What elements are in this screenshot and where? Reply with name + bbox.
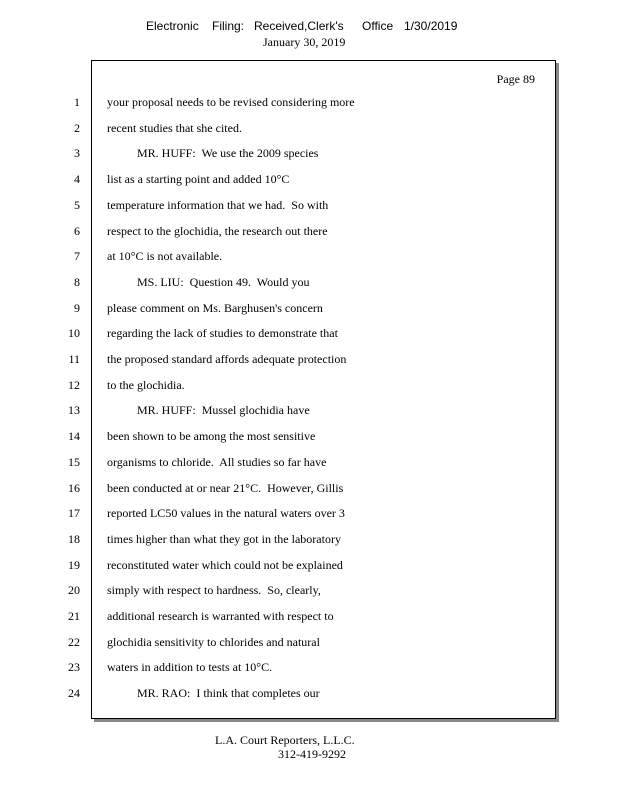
line-number: 4 (74, 172, 80, 187)
line-number: 15 (68, 454, 80, 469)
line-number: 3 (74, 146, 80, 161)
line-number: 23 (68, 660, 80, 675)
transcript-line-text: been shown to be among the most sensitive (107, 429, 316, 444)
line-number: 22 (68, 634, 80, 649)
line-number: 24 (68, 686, 80, 701)
line-number: 9 (74, 300, 80, 315)
line-number: 16 (68, 480, 80, 495)
transcript-line-text: waters in addition to tests at 10°C. (107, 660, 273, 675)
transcript-line-text: recent studies that she cited. (107, 120, 242, 135)
transcript-line-text: at 10°C is not available. (107, 249, 223, 264)
line-number: 2 (74, 120, 80, 135)
stamp-word-office: Office (362, 19, 394, 33)
court-reporter-company: L.A. Court Reporters, L.L.C. (215, 733, 355, 747)
transcript-line-text: regarding the lack of studies to demonstrate that (107, 326, 338, 341)
transcript-line-text: the proposed standard affords adequate protection (107, 352, 347, 366)
stamp-word-date: 1/30/2019 (404, 19, 458, 33)
transcript-line-text: your proposal needs to be revised considering more (107, 95, 355, 109)
line-number: 10 (68, 326, 80, 341)
transcript-line-text: been conducted at or near 21°C. However, Gillis (107, 480, 344, 495)
line-number: 20 (68, 583, 80, 598)
line-number: 5 (74, 197, 80, 212)
transcript-line-text: MR. HUFF: Mussel glochidia have (107, 403, 310, 418)
line-number: 13 (68, 403, 80, 418)
transcript-line-text: respect to the glochidia, the research out there (107, 223, 328, 238)
transcript-line-text: temperature information that we had. So with (107, 197, 329, 212)
stamp-word-electronic: Electronic (146, 19, 199, 33)
line-number: 21 (68, 609, 80, 623)
transcript-line-text: glochidia sensitivity to chlorides and natural (107, 634, 320, 649)
line-number: 11 (68, 352, 80, 366)
line-number: 12 (68, 377, 80, 392)
line-number: 18 (68, 531, 80, 546)
line-number: 7 (74, 249, 80, 264)
transcript-line-text: times higher than what they got in the laboratory (107, 531, 341, 546)
transcript-line-text: list as a starting point and added 10°C (107, 172, 290, 187)
line-number: 14 (68, 429, 80, 444)
court-reporter-phone: 312-419-9292 (278, 747, 346, 761)
line-number: 17 (68, 506, 80, 521)
filing-date-line: January 30, 2019 (263, 35, 346, 49)
stamp-word-received-clerks: Received,Clerk's (254, 19, 344, 33)
transcript-line-text: please comment on Ms. Barghusen's concern (107, 300, 323, 315)
transcript-line-text: to the glochidia. (107, 377, 185, 392)
transcript-line-text: additional research is warranted with respect to (107, 609, 334, 623)
line-number: 1 (74, 95, 80, 109)
transcript-line-text: MR. RAO: I think that completes our (107, 686, 320, 701)
line-number: 19 (68, 557, 80, 572)
transcript-line-text: reported LC50 values in the natural waters over 3 (107, 506, 345, 521)
line-number: 6 (74, 223, 80, 238)
transcript-line-text: MS. LIU: Question 49. Would you (107, 274, 310, 289)
stamp-word-filing: Filing: (212, 19, 245, 33)
transcript-line-text: MR. HUFF: We use the 2009 species (107, 146, 319, 161)
transcript-line-text: reconstituted water which could not be explained (107, 557, 343, 572)
line-number: 8 (74, 274, 80, 289)
transcript-line-text: organisms to chloride. All studies so far have (107, 454, 327, 469)
page-number: Page 89 (496, 72, 535, 86)
transcript-line-text: simply with respect to hardness. So, clearly, (107, 583, 321, 598)
